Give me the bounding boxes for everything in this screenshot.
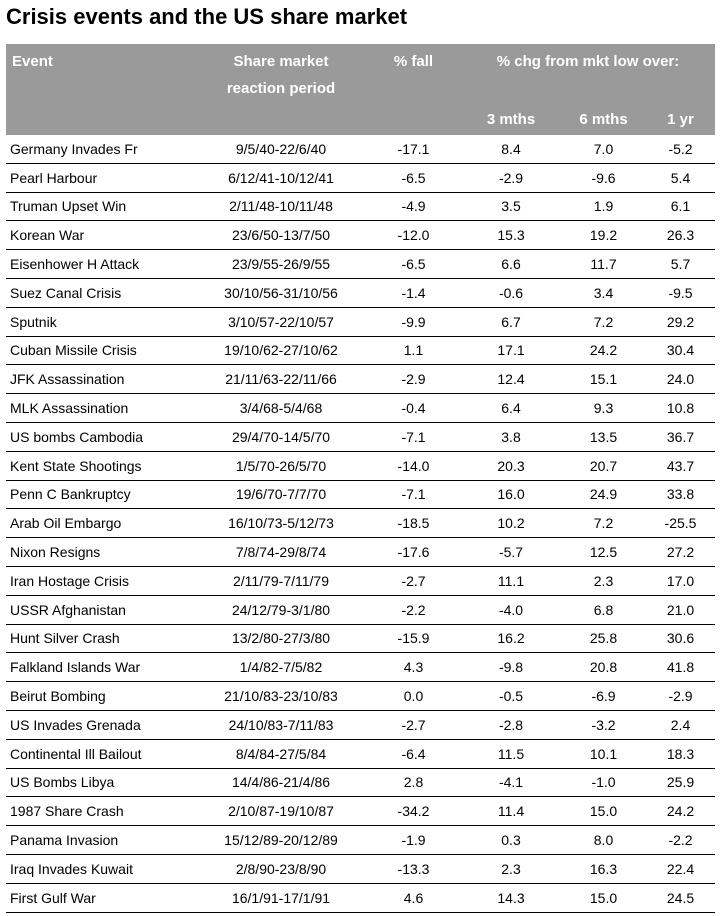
cell-1-year: 29.2	[646, 307, 715, 336]
header-period-line2: reaction period	[226, 80, 336, 97]
cell-6-months: 15.1	[561, 365, 646, 394]
cell-period: 1/5/70-26/5/70	[196, 451, 366, 480]
table-header	[6, 44, 715, 135]
cell-3-months: 6.6	[461, 250, 561, 279]
cell-period: 21/11/63-22/11/66	[196, 365, 366, 394]
table-row	[6, 422, 715, 451]
cell-1-year: 24.2	[646, 797, 715, 826]
cell-fall: -17.6	[366, 538, 461, 567]
cell-3-months: -9.8	[461, 653, 561, 682]
cell-6-months: 2.3	[561, 566, 646, 595]
cell-6-months: 13.5	[561, 422, 646, 451]
cell-period: 15/12/89-20/12/89	[196, 826, 366, 855]
cell-3-months: 6.7	[461, 307, 561, 336]
header-6-months: 6 mths	[561, 106, 646, 135]
cell-event: Sputnik	[6, 307, 196, 336]
table-row	[6, 451, 715, 480]
cell-1-year: 6.1	[646, 192, 715, 221]
cell-1-year: 25.9	[646, 768, 715, 797]
cell-period: 19/10/62-27/10/62	[196, 336, 366, 365]
cell-period: 3/4/68-5/4/68	[196, 394, 366, 423]
table-row	[6, 768, 715, 797]
cell-fall: -4.9	[366, 192, 461, 221]
cell-3-months: -4.1	[461, 768, 561, 797]
cell-6-months: -1.0	[561, 768, 646, 797]
table-row	[6, 624, 715, 653]
cell-fall: -15.9	[366, 624, 461, 653]
cell-3-months: 16.0	[461, 480, 561, 509]
cell-3-months: 11.1	[461, 566, 561, 595]
cell-3-months: 3.5	[461, 192, 561, 221]
cell-event: Korean War	[6, 221, 196, 250]
cell-event: Germany Invades Fr	[6, 135, 196, 163]
table-row	[6, 826, 715, 855]
cell-1-year: -2.9	[646, 682, 715, 711]
header-period	[196, 44, 366, 135]
table-row	[6, 538, 715, 567]
table-row	[6, 163, 715, 192]
cell-1-year: -9.5	[646, 278, 715, 307]
cell-period: 9/5/40-22/6/40	[196, 135, 366, 163]
table-row	[6, 710, 715, 739]
cell-fall: -9.9	[366, 307, 461, 336]
cell-3-months: -2.9	[461, 163, 561, 192]
cell-fall: -6.5	[366, 250, 461, 279]
cell-event: US Invades Grenada	[6, 710, 196, 739]
cell-1-year: 22.4	[646, 854, 715, 883]
header-fall: % fall	[366, 44, 461, 135]
cell-6-months: 25.8	[561, 624, 646, 653]
cell-event: Arab Oil Embargo	[6, 509, 196, 538]
cell-fall: -34.2	[366, 797, 461, 826]
cell-event: Continental Ill Bailout	[6, 739, 196, 768]
cell-fall: -1.4	[366, 278, 461, 307]
cell-fall: 2.8	[366, 768, 461, 797]
cell-3-months: 16.2	[461, 624, 561, 653]
cell-6-months: 10.1	[561, 739, 646, 768]
cell-6-months: 15.0	[561, 883, 646, 912]
cell-event: First Gulf War	[6, 883, 196, 912]
cell-event: Iran Hostage Crisis	[6, 566, 196, 595]
cell-fall: -1.9	[366, 826, 461, 855]
table-row	[6, 739, 715, 768]
cell-6-months: 20.8	[561, 653, 646, 682]
cell-period: 16/1/91-17/1/91	[196, 883, 366, 912]
cell-6-months: 24.2	[561, 336, 646, 365]
cell-3-months: 10.2	[461, 509, 561, 538]
cell-3-months: 14.3	[461, 883, 561, 912]
cell-period: 13/2/80-27/3/80	[196, 624, 366, 653]
table-row	[6, 278, 715, 307]
cell-fall: 1.1	[366, 336, 461, 365]
cell-fall: 0.0	[366, 682, 461, 711]
cell-3-months: -4.0	[461, 595, 561, 624]
table-row	[6, 250, 715, 279]
cell-6-months: 9.3	[561, 394, 646, 423]
cell-event: Panama Invasion	[6, 826, 196, 855]
cell-3-months: 11.5	[461, 739, 561, 768]
cell-fall: -6.5	[366, 163, 461, 192]
cell-6-months: 3.4	[561, 278, 646, 307]
cell-event: Hunt Silver Crash	[6, 624, 196, 653]
cell-3-months: -5.7	[461, 538, 561, 567]
cell-1-year: 2.4	[646, 710, 715, 739]
cell-fall: -17.1	[366, 135, 461, 163]
cell-event: Cuban Missile Crisis	[6, 336, 196, 365]
cell-fall: -7.1	[366, 480, 461, 509]
cell-fall: 4.3	[366, 653, 461, 682]
cell-6-months: 6.8	[561, 595, 646, 624]
cell-event: Nixon Resigns	[6, 538, 196, 567]
cell-1-year: -2.2	[646, 826, 715, 855]
cell-6-months: 12.5	[561, 538, 646, 567]
cell-period: 19/6/70-7/7/70	[196, 480, 366, 509]
cell-fall: -7.1	[366, 422, 461, 451]
cell-1-year: -5.2	[646, 135, 715, 163]
cell-fall: -13.3	[366, 854, 461, 883]
cell-period: 7/8/74-29/8/74	[196, 538, 366, 567]
cell-3-months: 20.3	[461, 451, 561, 480]
cell-event: 1987 Share Crash	[6, 797, 196, 826]
cell-6-months: -6.9	[561, 682, 646, 711]
cell-1-year: 18.3	[646, 739, 715, 768]
cell-period: 8/4/84-27/5/84	[196, 739, 366, 768]
cell-period: 14/4/86-21/4/86	[196, 768, 366, 797]
table-row	[6, 797, 715, 826]
cell-event: Penn C Bankruptcy	[6, 480, 196, 509]
cell-6-months: 16.3	[561, 854, 646, 883]
cell-1-year: 36.7	[646, 422, 715, 451]
cell-6-months: 15.0	[561, 797, 646, 826]
cell-6-months: 11.7	[561, 250, 646, 279]
cell-3-months: 3.8	[461, 422, 561, 451]
cell-1-year: 10.8	[646, 394, 715, 423]
table-row	[6, 336, 715, 365]
cell-1-year: 27.2	[646, 538, 715, 567]
cell-fall: -2.2	[366, 595, 461, 624]
cell-period: 2/10/87-19/10/87	[196, 797, 366, 826]
cell-3-months: 12.4	[461, 365, 561, 394]
cell-event: US Bombs Libya	[6, 768, 196, 797]
cell-3-months: -0.5	[461, 682, 561, 711]
cell-1-year: -25.5	[646, 509, 715, 538]
cell-3-months: 17.1	[461, 336, 561, 365]
header-3-months: 3 mths	[461, 106, 561, 135]
cell-fall: -6.4	[366, 739, 461, 768]
table-row	[6, 595, 715, 624]
cell-1-year: 5.4	[646, 163, 715, 192]
cell-1-year: 24.0	[646, 365, 715, 394]
cell-period: 21/10/83-23/10/83	[196, 682, 366, 711]
table-row	[6, 307, 715, 336]
cell-6-months: 7.2	[561, 509, 646, 538]
cell-period: 23/6/50-13/7/50	[196, 221, 366, 250]
header-period-line1: Share market	[233, 53, 329, 70]
table-row	[6, 566, 715, 595]
cell-3-months: 2.3	[461, 854, 561, 883]
header-event: Event	[6, 44, 196, 135]
crisis-table	[6, 44, 715, 913]
cell-6-months: 19.2	[561, 221, 646, 250]
cell-1-year: 26.3	[646, 221, 715, 250]
cell-event: US bombs Cambodia	[6, 422, 196, 451]
cell-1-year: 30.6	[646, 624, 715, 653]
table-row	[6, 883, 715, 912]
cell-6-months: 24.9	[561, 480, 646, 509]
cell-6-months: 20.7	[561, 451, 646, 480]
cell-period: 2/11/48-10/11/48	[196, 192, 366, 221]
cell-fall: -2.7	[366, 710, 461, 739]
cell-fall: -0.4	[366, 394, 461, 423]
cell-event: Kent State Shootings	[6, 451, 196, 480]
cell-6-months: -9.6	[561, 163, 646, 192]
cell-event: Beirut Bombing	[6, 682, 196, 711]
cell-6-months: 7.0	[561, 135, 646, 163]
cell-1-year: 30.4	[646, 336, 715, 365]
cell-fall: -18.5	[366, 509, 461, 538]
cell-1-year: 24.5	[646, 883, 715, 912]
cell-period: 2/11/79-7/11/79	[196, 566, 366, 595]
table-body	[6, 135, 715, 912]
cell-1-year: 41.8	[646, 653, 715, 682]
cell-3-months: 8.4	[461, 135, 561, 163]
cell-3-months: 0.3	[461, 826, 561, 855]
cell-fall: -2.7	[366, 566, 461, 595]
cell-period: 6/12/41-10/12/41	[196, 163, 366, 192]
cell-6-months: 1.9	[561, 192, 646, 221]
table-row	[6, 653, 715, 682]
cell-period: 1/4/82-7/5/82	[196, 653, 366, 682]
table-row	[6, 682, 715, 711]
cell-3-months: 6.4	[461, 394, 561, 423]
cell-fall: -12.0	[366, 221, 461, 250]
cell-6-months: 8.0	[561, 826, 646, 855]
cell-event: Truman Upset Win	[6, 192, 196, 221]
header-change-group: % chg from mkt low over:	[461, 44, 715, 106]
cell-1-year: 17.0	[646, 566, 715, 595]
table-row	[6, 135, 715, 163]
page-title: Crisis events and the US share market	[6, 4, 408, 29]
cell-fall: 4.6	[366, 883, 461, 912]
cell-period: 29/4/70-14/5/70	[196, 422, 366, 451]
cell-event: Pearl Harbour	[6, 163, 196, 192]
cell-3-months: 11.4	[461, 797, 561, 826]
cell-event: Iraq Invades Kuwait	[6, 854, 196, 883]
cell-period: 16/10/73-5/12/73	[196, 509, 366, 538]
cell-event: JFK Assassination	[6, 365, 196, 394]
cell-period: 24/10/83-7/11/83	[196, 710, 366, 739]
table-row	[6, 854, 715, 883]
cell-3-months: 15.3	[461, 221, 561, 250]
cell-3-months: -2.8	[461, 710, 561, 739]
cell-period: 2/8/90-23/8/90	[196, 854, 366, 883]
table-row	[6, 509, 715, 538]
cell-period: 3/10/57-22/10/57	[196, 307, 366, 336]
cell-1-year: 43.7	[646, 451, 715, 480]
cell-period: 24/12/79-3/1/80	[196, 595, 366, 624]
table-row	[6, 480, 715, 509]
cell-event: Suez Canal Crisis	[6, 278, 196, 307]
cell-fall: -14.0	[366, 451, 461, 480]
table-row	[6, 192, 715, 221]
cell-event: USSR Afghanistan	[6, 595, 196, 624]
cell-event: Falkland Islands War	[6, 653, 196, 682]
cell-1-year: 33.8	[646, 480, 715, 509]
cell-1-year: 5.7	[646, 250, 715, 279]
cell-1-year: 21.0	[646, 595, 715, 624]
cell-event: MLK Assassination	[6, 394, 196, 423]
cell-event: Eisenhower H Attack	[6, 250, 196, 279]
table-row	[6, 394, 715, 423]
cell-period: 23/9/55-26/9/55	[196, 250, 366, 279]
cell-period: 30/10/56-31/10/56	[196, 278, 366, 307]
cell-3-months: -0.6	[461, 278, 561, 307]
table-row	[6, 221, 715, 250]
cell-6-months: 7.2	[561, 307, 646, 336]
cell-fall: -2.9	[366, 365, 461, 394]
header-1-year: 1 yr	[646, 106, 715, 135]
cell-6-months: -3.2	[561, 710, 646, 739]
table-row	[6, 365, 715, 394]
